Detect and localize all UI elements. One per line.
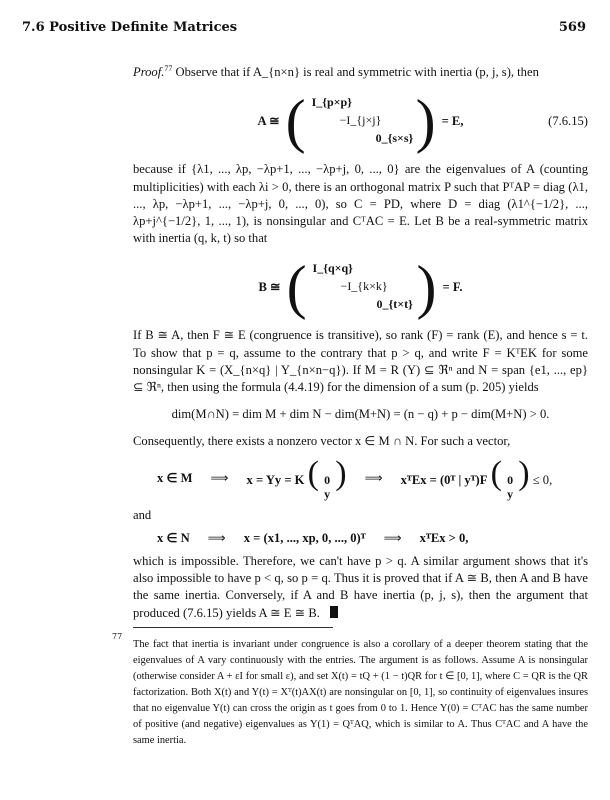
right-paren: ) [518, 454, 530, 492]
right-paren: ) [415, 88, 436, 155]
vector-top: 0 [507, 472, 514, 487]
impl1-b-vector [324, 473, 330, 501]
implies-arrow: ⟹ [210, 471, 229, 486]
footnote-ref: 77 [164, 64, 173, 73]
eq2-matrix [307, 260, 417, 314]
left-paren: ( [285, 88, 306, 155]
equation-7-6-15 [133, 88, 588, 155]
paragraph-2: If B ≅ A, then F ≅ E (congruence is transitive), so rank (F) = rank (E), and hence s = t. To show that p = q, assume to the contrary that p > q, and write F = KᵀEK for some nonsingular K = (X_{n×q} | Y_{n×n−q}). If M = R (Y) ⊆ ℜⁿ and N = span {e1, ..., ep} ⊆ ℜⁿ, then using the formula (4.4.19) for the dimension of a sum (p. 205) yields [133, 328, 588, 395]
eq2-block-3: 0_{t×t} [376, 297, 413, 312]
implies-arrow: ⟹ [207, 530, 226, 545]
vector-bottom: y [324, 486, 331, 501]
left-paren: ( [307, 454, 319, 492]
implies-arrow: ⟹ [364, 471, 383, 486]
footnote-text: The fact that inertia is invariant under congruence is also a corollary of a deeper theorem stating that the eigenvalues of A vary continuously with the entries. The argument is as follows. Assume A is nonsingular (otherwise consider A + εI for small ε), and set X(t) = tQ + (1 − t)QR for t ∈ [0, 1], where C = QR is the QR factorization. Both X(t) and Y(t) = Xᵀ(t)AX(t) are nonsingular on [0, 1], so continuity of eigenvalues insures that no eigenvalue Y(t) can cross the origin as t goes from 0 to 1. Hence Y(0) = CᵀAC has the same number of positive (and negative) eigenvalues as Y(1) = QᵀAQ, which is similar to A. Thus CᵀAC and A have the same inertia. [133, 639, 588, 746]
proof-text: Observe that if A_{n×n} is real and symmetric with inertia (p, j, s), then [175, 65, 539, 80]
proof-intro [133, 60, 588, 81]
impl2-b: x = (x1, ..., xp, 0, ..., 0)ᵀ [243, 530, 366, 545]
eq1-block-3: 0_{s×s} [375, 131, 414, 146]
implies-arrow: ⟹ [383, 530, 402, 545]
left-paren: ( [286, 254, 307, 321]
main-content [133, 60, 588, 628]
footnote-rule [133, 627, 333, 628]
impl1-b: x = Yy = K [246, 472, 305, 487]
qed-square [330, 606, 338, 618]
impl1-a: x ∈ M [157, 471, 193, 486]
implication-2 [157, 530, 588, 547]
right-paren: ) [335, 454, 347, 492]
paragraph-1: because if {λ1, ..., λp, −λp+1, ..., −λp+j, 0, ..., 0} are the eigenvalues of A (counting multiplicities) with each λi > 0, there is an orthogonal matrix P such that PᵀAP = diag (λ1, ..., λp, −λp+1, ..., −λp+j, 0, ..., 0), so C = PD, where D = diag (λ1^{−1/2}, ..., λp+j^{−1/2}, 1, ..., 1), is nonsingular and CᵀAC = E. Let B be a real-symmetric matrix with inertia (q, k, t) so that [133, 162, 588, 246]
impl2-c: xᵀEx > 0, [419, 530, 469, 545]
impl1-c-end: ≤ 0, [532, 472, 553, 487]
section-title: 7.6 Positive Definite Matrices [22, 20, 238, 35]
eq2-rhs: = F. [442, 279, 463, 294]
equation-b [133, 254, 588, 321]
impl1-c-vector [507, 473, 513, 501]
impl2-a: x ∈ N [157, 530, 190, 545]
page-header [22, 20, 586, 38]
impl1-c-group [400, 454, 553, 501]
proof-label: Proof. [133, 65, 165, 80]
eq2-block-1: I_{q×q} [312, 261, 353, 276]
eq2-lhs: B ≅ [258, 279, 281, 294]
vector-top: 0 [324, 472, 331, 487]
eq1-lhs: A ≅ [257, 113, 280, 128]
paragraph-3: Consequently, there exists a nonzero vector x ∈ M ∩ N. For such a vector, [133, 434, 511, 449]
paragraph-4 [133, 553, 588, 622]
impl1-b-group [246, 454, 347, 501]
eq1-block-2: −I_{j×j} [339, 113, 382, 128]
implication-1 [157, 454, 588, 501]
eq1-matrix [306, 94, 416, 148]
page-number: 569 [558, 20, 586, 35]
equation-tag: (7.6.15) [548, 113, 588, 128]
eq1-rhs: = E, [441, 113, 464, 128]
and-word: and [133, 507, 152, 522]
right-paren: ) [416, 254, 437, 321]
eq1-block-1: I_{p×p} [311, 95, 352, 110]
impl1-c: xᵀEx = (0ᵀ | yᵀ)F [400, 472, 488, 487]
vector-bottom: y [507, 486, 514, 501]
left-paren: ( [490, 454, 502, 492]
dimension-equation: dim(M∩N) = dim M + dim N − dim(M+N) = (n − q) + p − dim(M+N) > 0. [171, 407, 550, 422]
paragraph-4-text: which is impossible. Therefore, we can't have p > q. A similar argument shows that it's also impossible to have p < q, so p = q. Thus it is proved that if A ≅ B, then A and B have the same inertia. Conversely, if A and B have inertia (p, j, s), then the argument that produced (7.6.15) yields A ≅ E ≅ B. [133, 554, 588, 620]
footnote-mark: 77 [112, 632, 123, 641]
eq2-block-2: −I_{k×k} [340, 279, 388, 294]
